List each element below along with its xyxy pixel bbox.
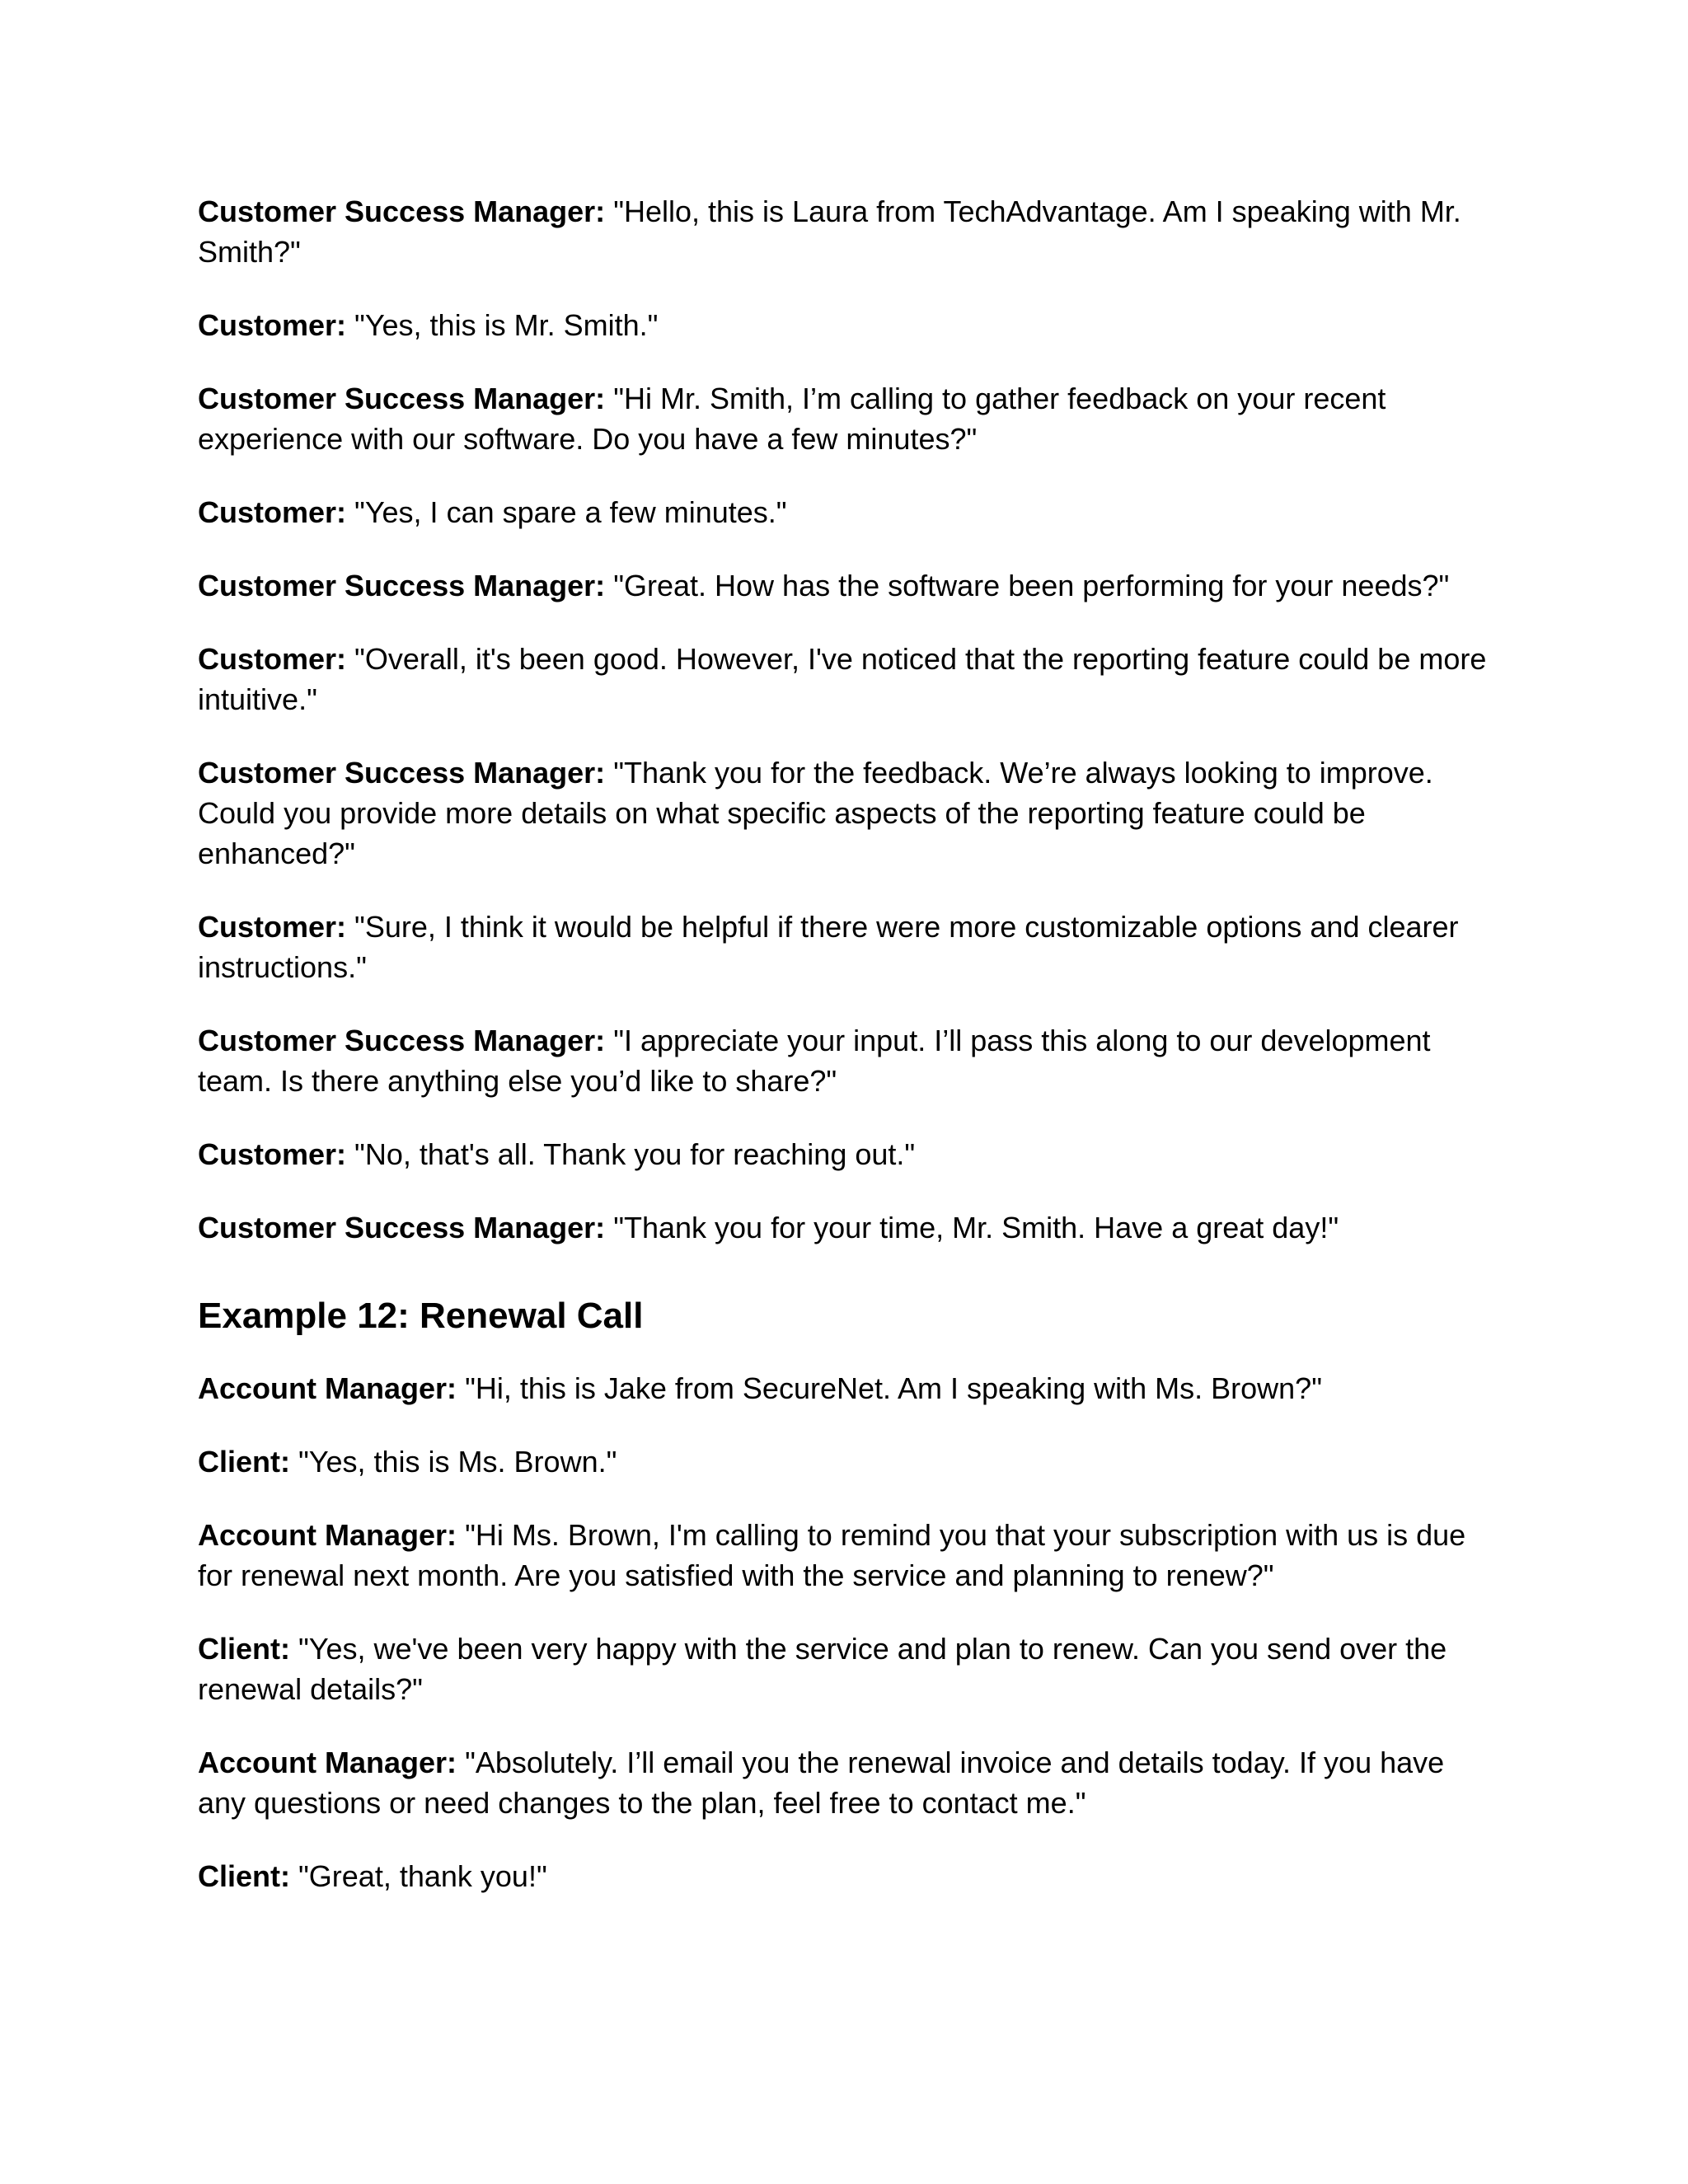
- speaker-label: Account Manager:: [198, 1746, 457, 1779]
- dialogue-text: "Great, thank you!": [298, 1859, 547, 1893]
- speaker-label: Customer:: [198, 495, 347, 529]
- dialogue-text: "Yes, this is Mr. Smith.": [354, 308, 659, 342]
- dialogue-text: "Thank you for the feedback. We’re always looking to improve. Could you provide more details on what specific aspects of the reporting feature could be enhanced?": [198, 756, 1433, 870]
- dialogue-text: "Absolutely. I’ll email you the renewal invoice and details today. If you have any questions or need changes to the plan, feel free to contact me.": [198, 1746, 1445, 1820]
- dialogue-line: [198, 752, 1500, 874]
- dialogue-text: "I appreciate your input. I’ll pass this along to our development team. Is there anything else you’d like to share?": [198, 1024, 1431, 1098]
- dialogue-line: [198, 565, 1500, 606]
- speaker-label: Customer Success Manager:: [198, 382, 606, 415]
- dialogue-text: "Hello, this is Laura from TechAdvantage. Am I speaking with Mr. Smith?": [198, 194, 1461, 269]
- dialogue-text: "Yes, this is Ms. Brown.": [298, 1445, 617, 1479]
- speaker-label: Customer Success Manager:: [198, 194, 606, 228]
- dialogue-line: [198, 1856, 1500, 1896]
- speaker-label: Client:: [198, 1445, 290, 1479]
- speaker-label: Customer Success Manager:: [198, 569, 606, 602]
- dialogue-text: "Great. How has the software been performing for your needs?": [613, 569, 1450, 602]
- dialogue-text: "Thank you for your time, Mr. Smith. Have a great day!": [613, 1211, 1339, 1244]
- document-page: [198, 191, 1500, 1929]
- dialogue-text: "Yes, I can spare a few minutes.": [354, 495, 787, 529]
- dialogue-line: [198, 1368, 1500, 1408]
- speaker-label: Customer Success Manager:: [198, 756, 606, 790]
- dialogue-text: "Yes, we've been very happy with the service and plan to renew. Can you send over the renewal details?": [198, 1632, 1447, 1706]
- dialogue-line: [198, 1134, 1500, 1174]
- speaker-label: Customer Success Manager:: [198, 1211, 606, 1244]
- speaker-label: Customer Success Manager:: [198, 1024, 606, 1057]
- dialogue-line: [198, 907, 1500, 987]
- dialogue-section-renewal: [198, 1368, 1500, 1896]
- dialogue-line: [198, 1020, 1500, 1101]
- speaker-label: Customer:: [198, 1137, 347, 1171]
- dialogue-text: "Hi, this is Jake from SecureNet. Am I speaking with Ms. Brown?": [465, 1371, 1322, 1405]
- dialogue-line: [198, 1515, 1500, 1596]
- speaker-label: Account Manager:: [198, 1371, 457, 1405]
- dialogue-text: "No, that's all. Thank you for reaching out.": [354, 1137, 916, 1171]
- dialogue-line: [198, 305, 1500, 345]
- speaker-label: Client:: [198, 1632, 290, 1666]
- dialogue-line: [198, 1441, 1500, 1482]
- dialogue-line: [198, 191, 1500, 272]
- speaker-label: Customer:: [198, 308, 347, 342]
- dialogue-section-feedback: [198, 191, 1500, 1248]
- dialogue-line: [198, 639, 1500, 719]
- dialogue-line: [198, 1629, 1500, 1709]
- dialogue-text: "Hi Mr. Smith, I’m calling to gather feedback on your recent experience with our software. Do you have a few minutes?": [198, 382, 1386, 456]
- speaker-label: Account Manager:: [198, 1518, 457, 1552]
- speaker-label: Customer:: [198, 642, 347, 676]
- dialogue-line: [198, 492, 1500, 532]
- dialogue-text: "Overall, it's been good. However, I've noticed that the reporting feature could be more intuitive.": [198, 642, 1487, 716]
- dialogue-text: "Hi Ms. Brown, I'm calling to remind you that your subscription with us is due for renewal next month. Are you satisfied with the service and planning to renew?": [198, 1518, 1466, 1592]
- section-heading: Example 12: Renewal Call: [198, 1296, 644, 1336]
- dialogue-text: "Sure, I think it would be helpful if there were more customizable options and clearer instructions.": [198, 910, 1459, 984]
- speaker-label: Customer:: [198, 910, 347, 944]
- dialogue-line: [198, 378, 1500, 459]
- speaker-label: Client:: [198, 1859, 290, 1893]
- dialogue-line: [198, 1207, 1500, 1248]
- dialogue-line: [198, 1742, 1500, 1823]
